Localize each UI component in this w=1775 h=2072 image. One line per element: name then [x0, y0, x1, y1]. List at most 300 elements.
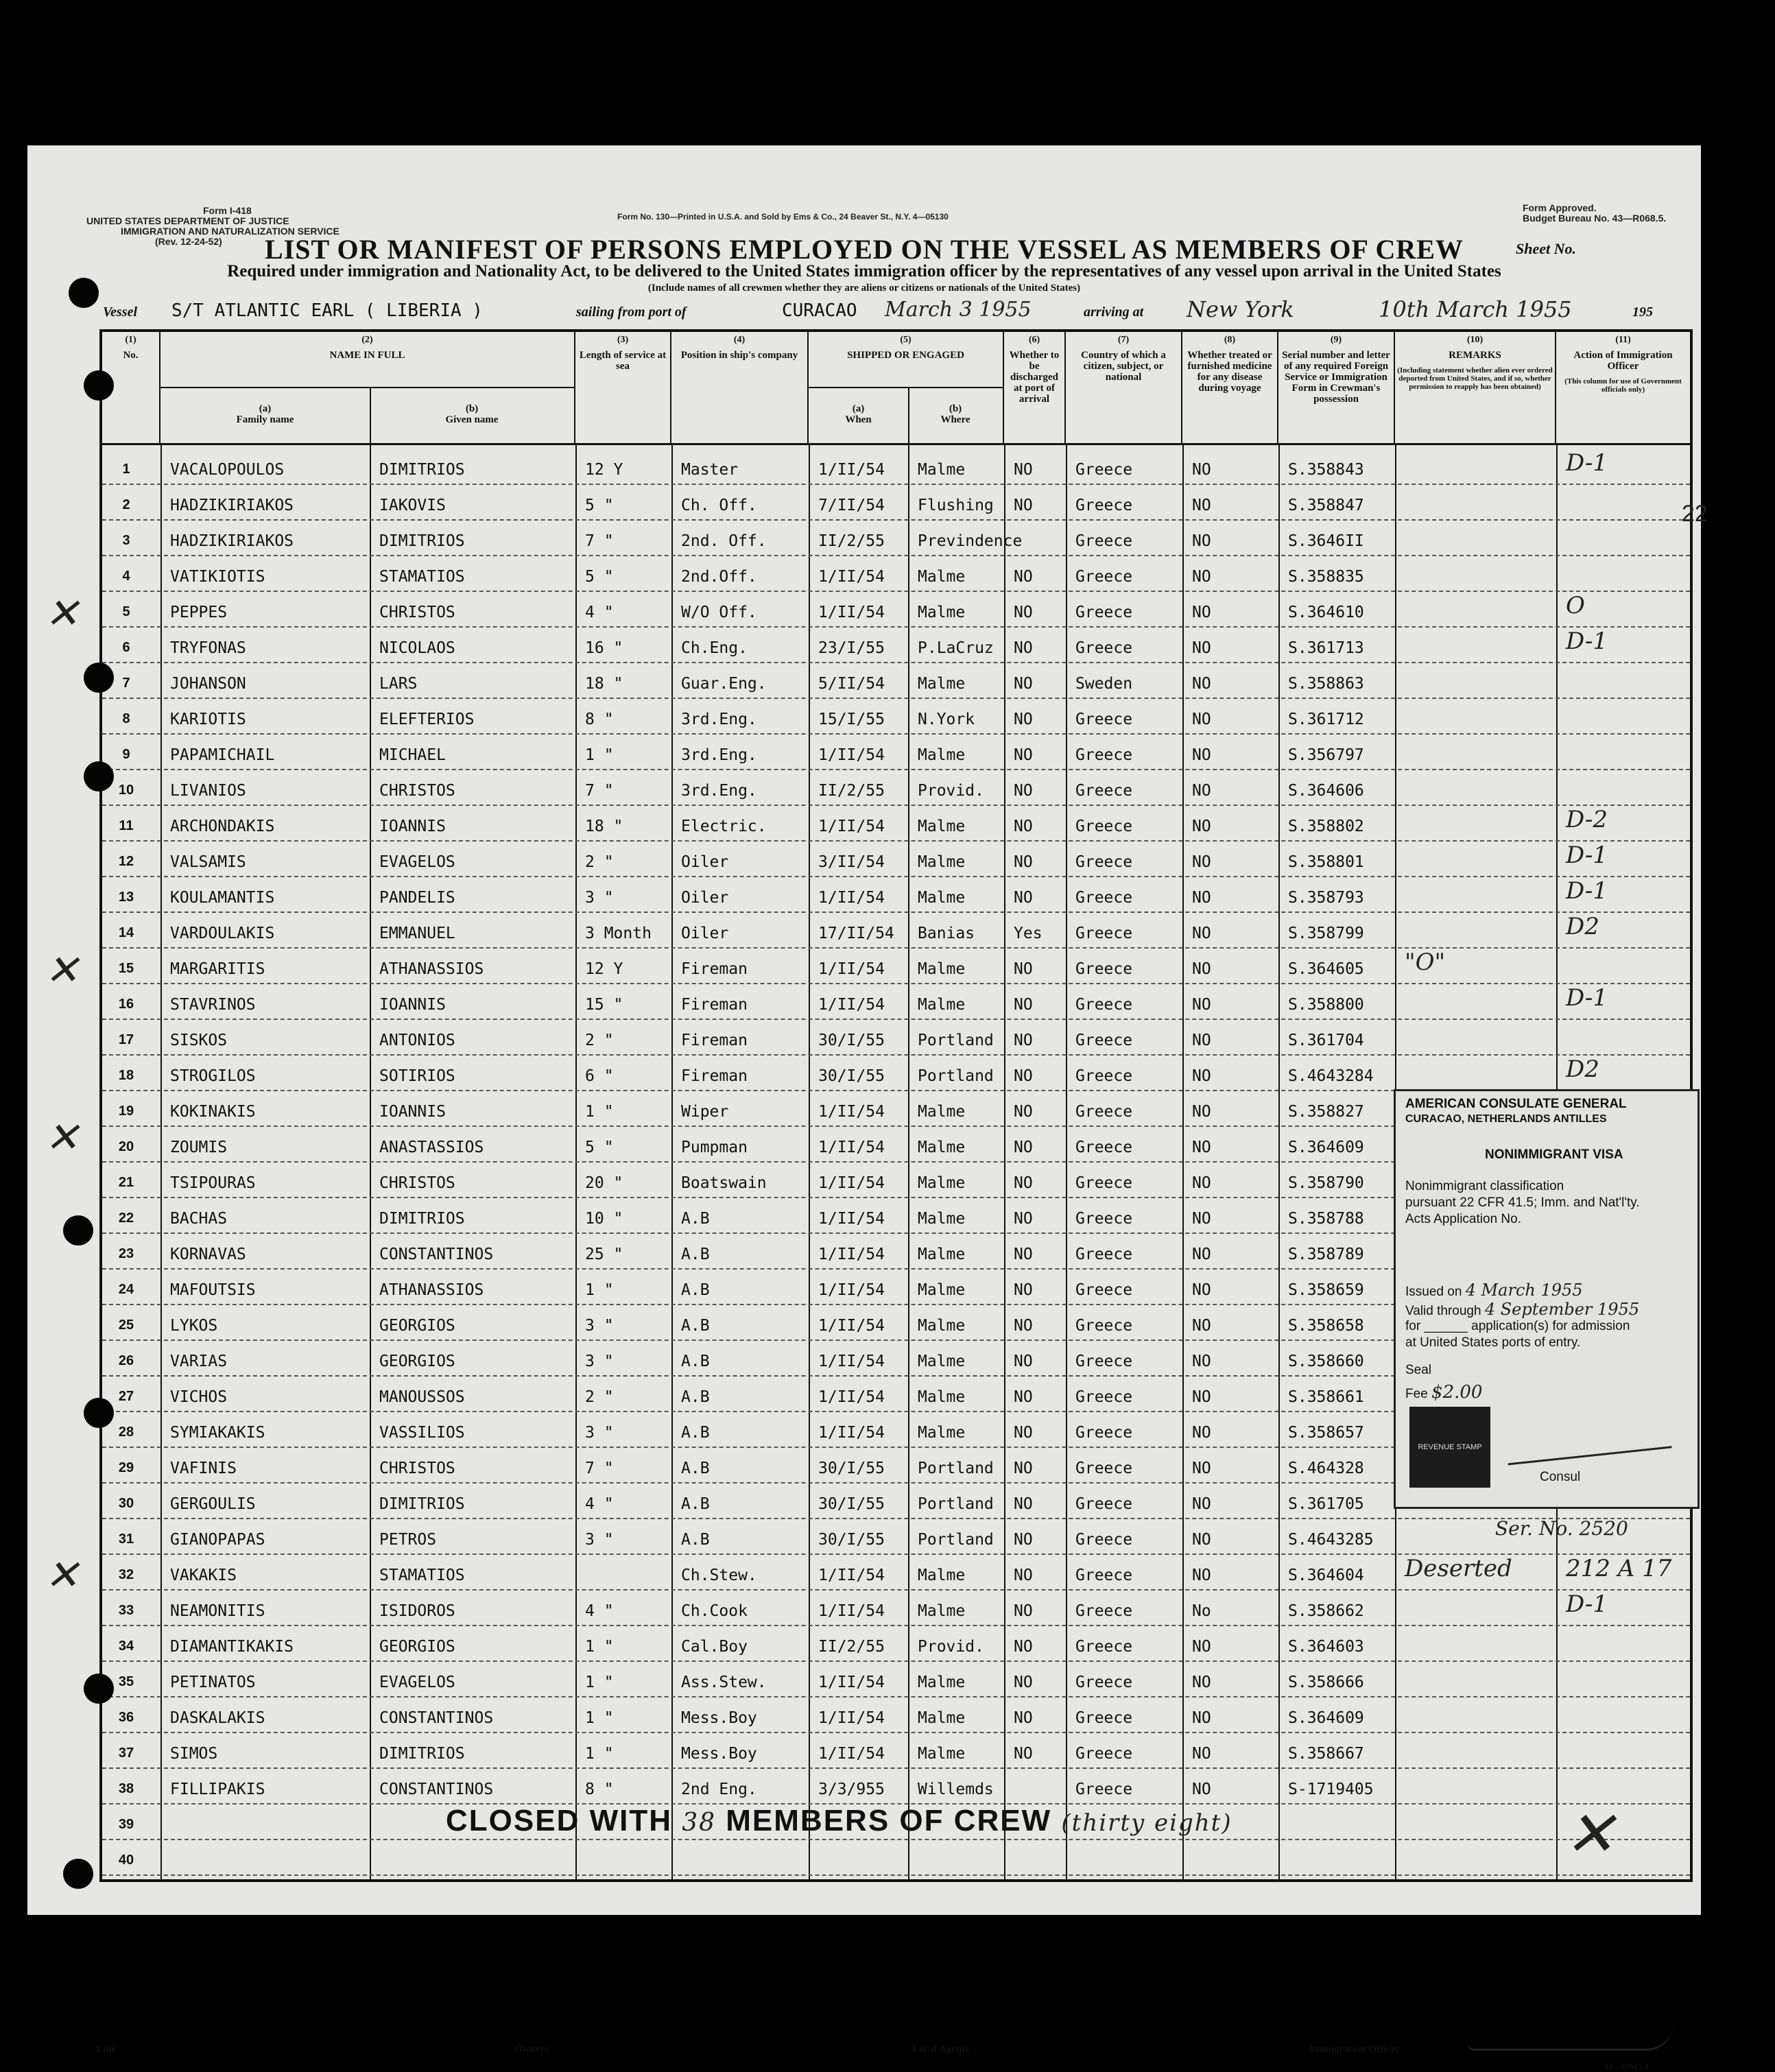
sailing-label: sailing from port of	[576, 305, 687, 320]
cell-family: TRYFONAS	[170, 639, 246, 657]
cell-n: 9	[122, 747, 130, 762]
cell-n: 7	[122, 676, 130, 691]
cell-discharge: NO	[1014, 675, 1033, 693]
cell-family: SYMIAKAKIS	[170, 1424, 265, 1442]
cell-service: 12 Y	[585, 960, 623, 978]
cell-discharge: NO	[1014, 639, 1033, 657]
cell-serial: S.364604	[1288, 1567, 1364, 1584]
cell-position: Ch.Cook	[681, 1602, 748, 1620]
cell-discharge: Yes	[1014, 925, 1043, 942]
cell-remarks: "O"	[1405, 949, 1446, 976]
cell-given: MANOUSSOS	[379, 1388, 465, 1406]
cell-discharge: NO	[1014, 1495, 1033, 1513]
row-rule	[102, 1660, 1690, 1662]
stamp-ports: at United States ports of entry.	[1405, 1335, 1581, 1350]
cell-given: LARS	[379, 675, 418, 693]
cell-service: 1 "	[585, 1674, 614, 1691]
cell-family: MAFOUTSIS	[170, 1281, 256, 1299]
row-rule	[102, 1019, 1690, 1020]
cell-serial: S.358658	[1288, 1317, 1364, 1335]
row-rule	[102, 840, 1690, 842]
punch-hole	[63, 1215, 93, 1246]
cell-given: CHRISTOS	[379, 1460, 455, 1477]
cell-position: Ch. Off.	[681, 497, 757, 514]
cell-when: 1/II/54	[818, 1709, 885, 1727]
cell-treated: NO	[1192, 1460, 1211, 1477]
cell-given: NICOLAOS	[379, 639, 455, 657]
cell-given: MICHAEL	[379, 746, 446, 764]
cell-where: Provid.	[918, 1638, 984, 1656]
cell-given: IOANNIS	[379, 996, 446, 1014]
cell-when: 30/I/55	[818, 1531, 885, 1549]
cell-when: 30/I/55	[818, 1460, 885, 1477]
cell-n: 29	[118, 1460, 134, 1475]
cell-treated: NO	[1192, 1495, 1211, 1513]
stamp-admission: for ______ application(s) for admission	[1405, 1319, 1630, 1333]
consul-signature	[1503, 1405, 1671, 1466]
cell-country: Greece	[1075, 1032, 1133, 1049]
cell-n: 25	[118, 1318, 134, 1333]
closed-written: (thirty eight)	[1061, 1809, 1232, 1837]
cell-position: Oiler	[681, 853, 729, 871]
cell-discharge: NO	[1014, 497, 1033, 514]
cell-country: Greece	[1075, 1531, 1133, 1549]
cell-country: Greece	[1075, 1745, 1133, 1763]
cell-when: 1/II/54	[818, 1317, 885, 1335]
x-mark: ✕	[45, 946, 80, 995]
cell-given: DIMITRIOS	[379, 532, 465, 550]
cell-treated: NO	[1192, 1139, 1211, 1156]
department-name: UNITED STATES DEPARTMENT OF JUSTICE	[86, 215, 289, 226]
cell-when: 3/3/955	[818, 1781, 885, 1798]
cell-position: A.B	[681, 1388, 710, 1406]
cell-country: Greece	[1075, 1246, 1133, 1263]
closed-count: 38	[682, 1809, 717, 1837]
col-header-discharge: (6) Whether to be discharged at port of arrival	[1004, 332, 1066, 444]
row-rule	[102, 591, 1690, 592]
cell-country: Greece	[1075, 1067, 1133, 1085]
cell-where: Malme	[918, 996, 966, 1014]
col-header-action: (11) Action of Immigration Officer (This column for use of Government officials only)	[1564, 335, 1682, 394]
col-header-serial: (9) Serial number and letter of any required Foreign Service or Immigration Form in Crewman's possession	[1278, 332, 1395, 444]
revenue-stamp: REVENUE STAMP	[1409, 1407, 1490, 1488]
row-rule	[102, 733, 1690, 735]
row-rule	[102, 1518, 1690, 1519]
cell-country: Greece	[1075, 1210, 1133, 1228]
cell-where: Banias	[918, 925, 975, 942]
cell-position: Fireman	[681, 1067, 748, 1085]
cell-service: 20 "	[585, 1174, 623, 1192]
cell-when: 7/II/54	[818, 497, 885, 514]
cell-n: 2	[122, 497, 130, 512]
cell-serial: S.358801	[1288, 853, 1364, 871]
cell-discharge: NO	[1014, 853, 1033, 871]
cell-treated: NO	[1192, 853, 1211, 871]
row-rule	[102, 1839, 1690, 1840]
cell-discharge: NO	[1014, 568, 1033, 586]
cell-service: 25 "	[585, 1246, 623, 1263]
cell-where: Previndence	[918, 532, 1023, 550]
cell-when: 1/II/54	[818, 604, 885, 621]
col-header-family-name: (a) Family name	[236, 403, 294, 425]
col-header-treated: (8) Whether treated or furnished medicine for any disease during voyage	[1182, 332, 1278, 444]
cell-service: 5 "	[585, 1139, 614, 1156]
cell-given: GEORGIOS	[379, 1317, 455, 1335]
cell-n: 12	[118, 854, 134, 869]
cell-treated: NO	[1192, 1709, 1211, 1727]
cell-where: Malme	[918, 1353, 966, 1370]
cell-treated: NO	[1192, 1174, 1211, 1192]
cell-discharge: NO	[1014, 1067, 1033, 1085]
cell-action: D-1	[1566, 449, 1608, 477]
cell-when: 30/I/55	[818, 1032, 885, 1049]
cell-service: 1 "	[585, 1281, 614, 1299]
cell-n: 3	[122, 533, 130, 548]
cell-treated: NO	[1192, 818, 1211, 835]
cell-family: VATIKIOTIS	[170, 568, 265, 586]
cell-serial: S.364609	[1288, 1139, 1364, 1156]
cell-position: A.B	[681, 1317, 710, 1335]
cell-when: 1/II/54	[818, 1745, 885, 1763]
cell-family: HADZIKIRIAKOS	[170, 497, 294, 514]
cell-where: Provid.	[918, 782, 984, 800]
cell-position: Oiler	[681, 925, 729, 942]
punch-hole	[84, 1398, 114, 1428]
cell-given: STAMATIOS	[379, 568, 465, 586]
cell-where: Malme	[918, 853, 966, 871]
cell-serial: S.358789	[1288, 1246, 1364, 1263]
cell-country: Greece	[1075, 1495, 1133, 1513]
cell-discharge: NO	[1014, 1139, 1033, 1156]
cell-family: GERGOULIS	[170, 1495, 256, 1513]
cell-treated: NO	[1192, 639, 1211, 657]
cell-when: 1/II/54	[818, 1174, 885, 1192]
cell-serial: S.361712	[1288, 711, 1364, 728]
stamp-location: CURACAO, NETHERLANDS ANTILLES	[1405, 1113, 1607, 1125]
cell-where: Malme	[918, 1567, 966, 1584]
cell-family: STAVRINOS	[170, 996, 256, 1014]
col-header-service: (3) Length of service at sea	[575, 332, 671, 444]
cell-service: 10 "	[585, 1210, 623, 1228]
cell-discharge: NO	[1014, 996, 1033, 1014]
cell-serial: S.364603	[1288, 1638, 1364, 1656]
cell-discharge: NO	[1014, 711, 1033, 728]
cell-discharge: NO	[1014, 461, 1033, 479]
row-rule	[102, 484, 1690, 485]
cell-discharge: NO	[1014, 1353, 1033, 1370]
cell-service: 4 "	[585, 604, 614, 621]
cell-discharge: NO	[1014, 1460, 1033, 1477]
cell-when: 1/II/54	[818, 1210, 885, 1228]
cell-treated: NO	[1192, 1567, 1211, 1584]
cell-action: D-1	[1566, 1591, 1608, 1618]
cell-position: Wiper	[681, 1103, 729, 1121]
cell-treated: NO	[1192, 1674, 1211, 1691]
cell-serial: S.361704	[1288, 1032, 1364, 1049]
cell-family: KOULAMANTIS	[170, 889, 275, 907]
cell-treated: No	[1192, 1602, 1211, 1620]
row-rule	[102, 662, 1690, 663]
cell-discharge: NO	[1014, 1103, 1033, 1121]
closed-line	[446, 1804, 1232, 1838]
cell-treated: NO	[1192, 925, 1211, 942]
cell-position: Cal.Boy	[681, 1638, 748, 1656]
cell-serial: S.358800	[1288, 996, 1364, 1014]
vessel-name: S/T ATLANTIC EARL ( LIBERIA )	[171, 300, 483, 321]
cell-position: 3rd.Eng.	[681, 782, 757, 800]
cell-position: A.B	[681, 1460, 710, 1477]
stamp-cfr: pursuant 22 CFR 41.5; Imm. and Nat'l'ty.	[1405, 1195, 1640, 1210]
stamp-visa-type: NONIMMIGRANT VISA	[1485, 1147, 1623, 1162]
cell-when: 1/II/54	[818, 996, 885, 1014]
cell-country: Greece	[1075, 568, 1133, 586]
cell-n: 40	[118, 1853, 134, 1868]
cell-given: ATHANASSIOS	[379, 960, 484, 978]
cell-treated: NO	[1192, 1353, 1211, 1370]
col-header-where: (b) Where	[940, 403, 970, 425]
cell-serial: S.364609	[1288, 1709, 1364, 1727]
cell-when: 30/I/55	[818, 1495, 885, 1513]
cell-discharge: NO	[1014, 1638, 1033, 1656]
cell-country: Greece	[1075, 746, 1133, 764]
cell-position: 2nd. Off.	[681, 532, 767, 550]
cell-position: Oiler	[681, 889, 729, 907]
stamp-consul: Consul	[1540, 1470, 1581, 1484]
cell-where: Malme	[918, 1174, 966, 1192]
footer-form-number: 16—67085-1	[1605, 2062, 1649, 2071]
cell-serial: S.358667	[1288, 1745, 1364, 1763]
cell-where: Malme	[918, 1210, 966, 1228]
form-approval-block	[1523, 203, 1666, 224]
cell-position: Fireman	[681, 1032, 748, 1049]
cell-serial: S-1719405	[1288, 1781, 1374, 1798]
form-approved: Form Approved.	[1523, 202, 1597, 213]
cell-family: PAPAMICHAIL	[170, 746, 275, 764]
cell-given: ATHANASSIOS	[379, 1281, 484, 1299]
cell-country: Sweden	[1075, 675, 1133, 693]
cell-n: 6	[122, 640, 130, 655]
cell-country: Greece	[1075, 1103, 1133, 1121]
cell-action: D-1	[1566, 842, 1608, 869]
page-count-note: 22	[1682, 501, 1708, 527]
cell-treated: NO	[1192, 532, 1211, 550]
cell-country: Greece	[1075, 1281, 1133, 1299]
cell-country: Greece	[1075, 604, 1133, 621]
cell-n: 14	[118, 925, 134, 940]
cell-service: 1 "	[585, 1103, 614, 1121]
cell-position: Ch.Eng.	[681, 639, 748, 657]
col-header-remarks: (10) REMARKS (Including statement whether alien ever ordered deported from United States, and if so, whether permission to reapply has been obtained)	[1395, 332, 1556, 444]
cell-country: Greece	[1075, 1174, 1133, 1192]
cell-where: Malme	[918, 1139, 966, 1156]
x-mark: ✕	[45, 590, 80, 638]
cell-country: Greece	[1075, 996, 1133, 1014]
arrival-date: 10th March 1955	[1379, 296, 1572, 322]
cell-treated: NO	[1192, 1745, 1211, 1763]
cell-position: A.B	[681, 1353, 710, 1370]
cell-position: A.B	[681, 1424, 710, 1442]
form-number: Form I-418	[203, 205, 252, 216]
cell-treated: NO	[1192, 1317, 1211, 1335]
cell-when: 1/II/54	[818, 1246, 885, 1263]
cell-country: Greece	[1075, 1353, 1133, 1370]
cell-given: CHRISTOS	[379, 604, 455, 621]
cell-where: Portland	[918, 1531, 994, 1549]
cell-family: VACALOPOULOS	[170, 461, 285, 479]
cell-discharge: NO	[1014, 960, 1033, 978]
revision-date: (Rev. 12-24-52)	[155, 236, 222, 247]
cell-where: Malme	[918, 1709, 966, 1727]
cell-given: GEORGIOS	[379, 1353, 455, 1370]
cell-discharge: NO	[1014, 782, 1033, 800]
cell-discharge: NO	[1014, 1424, 1033, 1442]
cell-given: GEORGIOS	[379, 1638, 455, 1656]
cell-service: 3 "	[585, 1531, 614, 1549]
cell-treated: NO	[1192, 568, 1211, 586]
cell-n: 32	[118, 1567, 134, 1582]
cell-given: EVAGELOS	[379, 1674, 455, 1691]
cell-when: 1/II/54	[818, 746, 885, 764]
cell-serial: S.361713	[1288, 639, 1364, 657]
cell-treated: NO	[1192, 1388, 1211, 1406]
cell-position: Fireman	[681, 996, 748, 1014]
cell-serial: S.358788	[1288, 1210, 1364, 1228]
cell-position: Electric.	[681, 818, 767, 835]
cell-n: 31	[118, 1532, 134, 1547]
cell-family: TSIPOURAS	[170, 1174, 256, 1192]
stamp-valid: Valid through 4 September 1955	[1405, 1300, 1640, 1319]
cell-where: N.York	[918, 711, 975, 728]
cell-discharge: NO	[1014, 1246, 1033, 1263]
cell-n: 33	[118, 1603, 134, 1618]
cell-where: Malme	[918, 1246, 966, 1263]
cell-when: 5/II/54	[818, 675, 885, 693]
cell-treated: NO	[1192, 1424, 1211, 1442]
cell-service: 7 "	[585, 782, 614, 800]
cell-given: IOANNIS	[379, 818, 446, 835]
cell-position: A.B	[681, 1495, 710, 1513]
cell-family: DASKALAKIS	[170, 1709, 265, 1727]
cell-given: EMMANUEL	[379, 925, 455, 942]
cell-given: PETROS	[379, 1531, 437, 1549]
cell-country: Greece	[1075, 1139, 1133, 1156]
cell-family: VAKAKIS	[170, 1567, 237, 1584]
cell-position: Mess.Boy	[681, 1745, 757, 1763]
cell-treated: NO	[1192, 1531, 1211, 1549]
cell-action: D-1	[1566, 628, 1608, 655]
row-rule	[102, 555, 1690, 556]
cell-country: Greece	[1075, 818, 1133, 835]
cell-when: 1/II/54	[818, 960, 885, 978]
cell-n: 18	[118, 1068, 134, 1083]
cell-treated: NO	[1192, 960, 1211, 978]
cell-given: ANASTASSIOS	[379, 1139, 484, 1156]
required-notice: Required under immigration and Nationality Act, to be delivered to the United States immigration officer by the representatives of any vessel upon arrival in the United States	[227, 262, 1501, 281]
footer-line: Line	[96, 2044, 117, 2055]
cell-n: 30	[118, 1496, 134, 1511]
cell-position: 3rd.Eng.	[681, 711, 757, 728]
footer-owners: Owners	[514, 2044, 549, 2055]
cell-service: 2 "	[585, 1388, 614, 1406]
cell-service: 5 "	[585, 497, 614, 514]
cell-serial: S.358843	[1288, 461, 1364, 479]
cell-position: A.B	[681, 1246, 710, 1263]
cell-position: Pumpman	[681, 1139, 748, 1156]
cell-action: D-1	[1566, 877, 1608, 905]
cell-family: VICHOS	[170, 1388, 228, 1406]
cell-position: Guar.Eng.	[681, 675, 767, 693]
cell-n: 26	[118, 1353, 134, 1368]
cell-serial: S.358657	[1288, 1424, 1364, 1442]
cell-country: Greece	[1075, 889, 1133, 907]
cell-n: 24	[118, 1282, 134, 1297]
cell-when: 15/I/55	[818, 711, 885, 728]
cell-where: Malme	[918, 1602, 966, 1620]
cell-where: Portland	[918, 1032, 994, 1049]
cell-given: CONSTANTINOS	[379, 1246, 494, 1263]
cell-service: 1 "	[585, 1709, 614, 1727]
cell-where: Malme	[918, 568, 966, 586]
cell-where: Malme	[918, 461, 966, 479]
cell-discharge: NO	[1014, 1674, 1033, 1691]
cell-position: W/O Off.	[681, 604, 757, 621]
cell-service: 7 "	[585, 1460, 614, 1477]
cell-discharge: NO	[1014, 1032, 1033, 1049]
cell-where: Malme	[918, 604, 966, 621]
cell-given: ELEFTERIOS	[379, 711, 475, 728]
cell-treated: NO	[1192, 604, 1211, 621]
cell-action: D-1	[1566, 984, 1608, 1012]
cell-discharge: NO	[1014, 1745, 1033, 1763]
punch-hole	[84, 370, 114, 401]
cell-family: BACHAS	[170, 1210, 228, 1228]
cell-family: SIMOS	[170, 1745, 218, 1763]
cell-where: Flushing	[918, 497, 994, 514]
cell-n: 23	[118, 1246, 134, 1261]
cell-given: IOANNIS	[379, 1103, 446, 1121]
budget-bureau: Budget Bureau No. 43—R068.5.	[1523, 213, 1667, 224]
cell-family: JOHANSON	[170, 675, 246, 693]
cell-service: 4 "	[585, 1495, 614, 1513]
col-header-given-name: (b) Given name	[445, 403, 499, 425]
closed-prefix: CLOSED WITH	[446, 1804, 672, 1837]
cell-family: LYKOS	[170, 1317, 218, 1335]
cell-when: 1/II/54	[818, 1674, 885, 1691]
row-rule	[102, 912, 1690, 913]
cell-serial: S.4643284	[1288, 1067, 1374, 1085]
service-name: IMMIGRATION AND NATURALIZATION SERVICE	[121, 226, 339, 237]
cell-position: A.B	[681, 1281, 710, 1299]
cell-family: VALSAMIS	[170, 853, 246, 871]
cell-serial: S.364610	[1288, 604, 1364, 621]
include-note: (Include names of all crewmen whether they are aliens or citizens or nationals of the United States)	[647, 283, 1081, 294]
row-rule	[102, 1054, 1690, 1056]
cell-when: 1/II/54	[818, 568, 885, 586]
cell-service: 3 "	[585, 1353, 614, 1370]
cell-country: Greece	[1075, 1709, 1133, 1727]
cell-n: 21	[118, 1175, 134, 1190]
cell-country: Greece	[1075, 782, 1133, 800]
cell-position: Boatswain	[681, 1174, 767, 1192]
cell-discharge: NO	[1014, 1317, 1033, 1335]
year-suffix: 195	[1632, 305, 1653, 320]
cell-discharge: NO	[1014, 889, 1033, 907]
cell-where: Malme	[918, 746, 966, 764]
cell-serial: S.358835	[1288, 568, 1364, 586]
cell-treated: NO	[1192, 1067, 1211, 1085]
cell-treated: NO	[1192, 1210, 1211, 1228]
cell-where: Malme	[918, 1281, 966, 1299]
